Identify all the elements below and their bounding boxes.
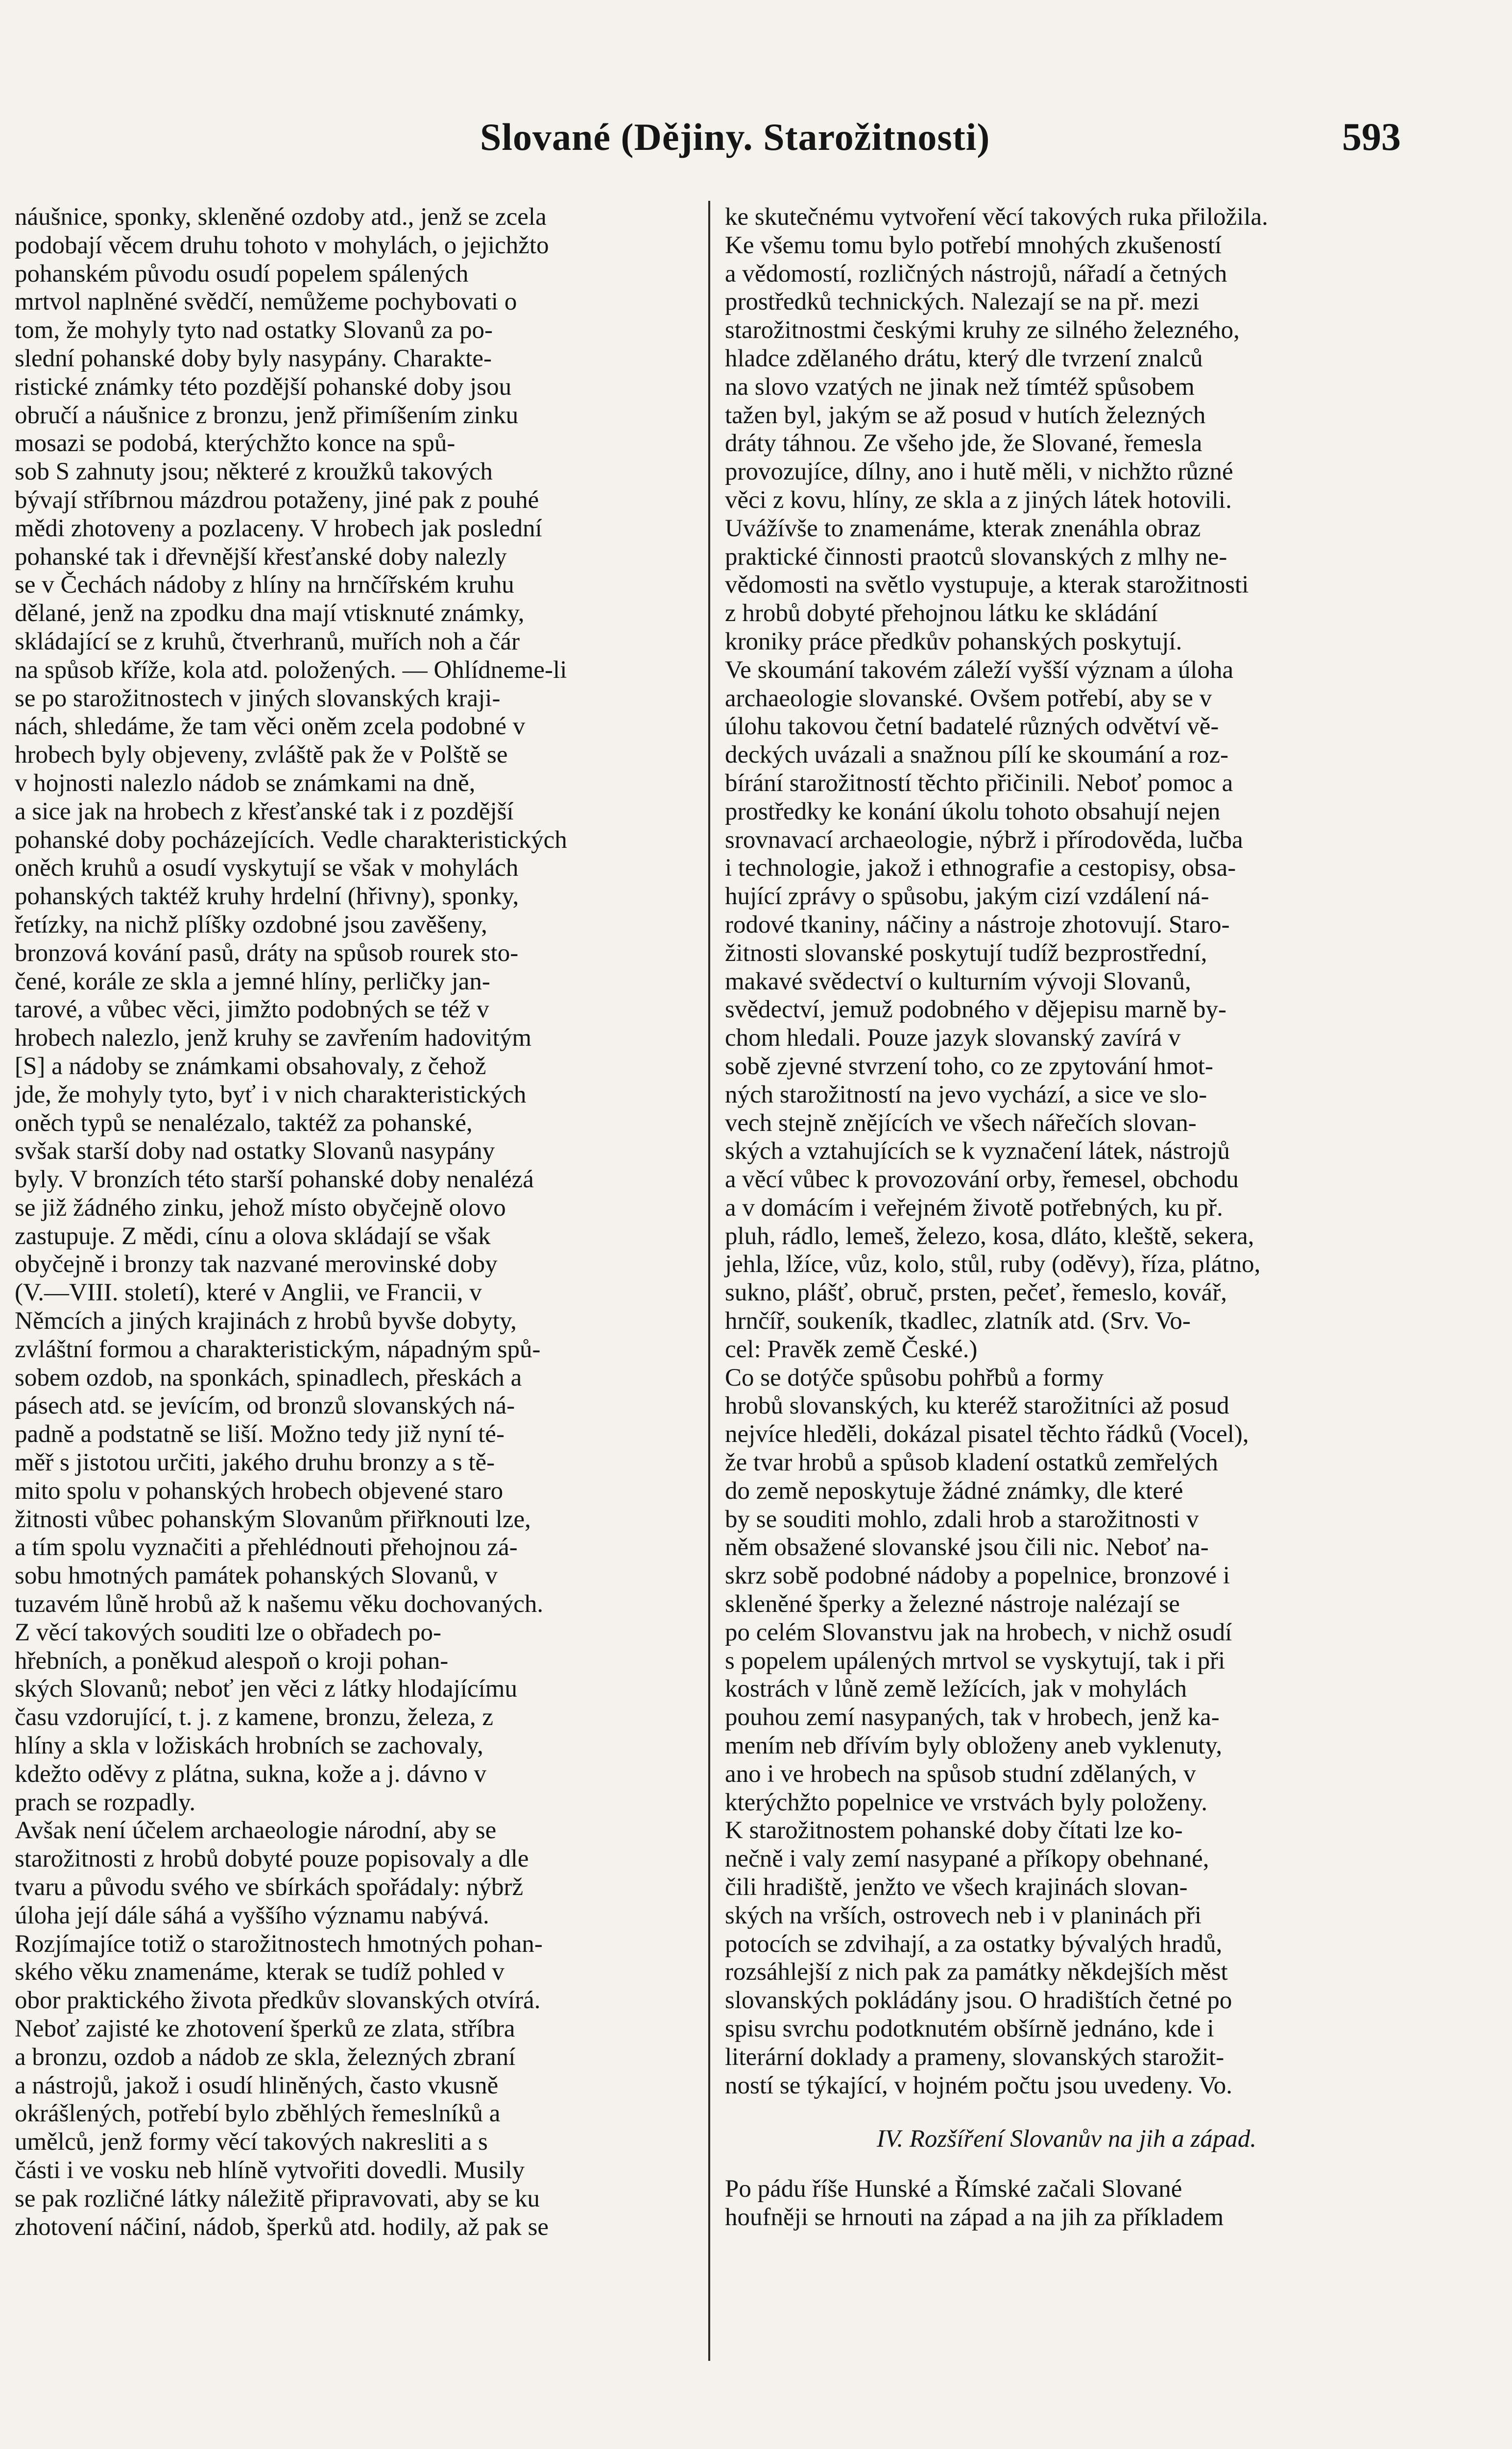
section-heading: IV. Rozšíření Slovanův na jih a západ. — [876, 2125, 1257, 2153]
page-header — [0, 115, 1512, 169]
right-paragraph-1: ke skutečnému vytvoření věcí takových ruka přiložila. Ke všemu tomu bylo potřebí mnohých zkušeností a vědomostí, rozličných nástrojů, nářadí a četných prostředků technických. Nalezají se na př. mezi starožitnostmi českými kruhy ze silného železného, hladce zdělaného drátu, který dle tvrzení znalců na slovo vzatých ne jinak než tímtéž spůsobem tažen byl, jakým se až posud v hutích železných dráty táhnou. Ze všeho jde, že Slované, řemesla provozujíce, dílny, ano i hutě měli, v nichžto různé věci z kovu, hlíny, ze skla a z jiných látek hotovili. — [725, 203, 1268, 514]
right-paragraph-2: Uvážívše to znamenáme, kterak znenáhla obraz praktické činnosti praotců slovanských z mlhy ne- vědomosti na světlo vystupuje, a kterak starožitnosti z hrobů dobyté přehojnou látku ke skládání kroniky práce předkův pohanských poskytují. Ve skoumání takovém záleží vyšší význam a úloha archaeologie slovanské. Ovšem potřebí, aby se v úlohu takovou četní badatelé různých odvětví vě- deckých uvázali a snažnou pílí ke skoumání a roz- bírání starožitností těchto přičinili. Neboť pomoc a prostředky ke konání úkolu tohoto obsahují nejen srovnavací archaeologie, nýbrž i přírodověda, lučba i technologie, jakož i ethnografie a cestopisy, obsa- hující zprávy o spůsobu, jakým cizí vzdálení ná- rodové tkaniny, náčiny a nástroje zhotovují. Staro- žitnosti slovanské poskytují tudíž bezprostřední, makavé svědectví o kulturním vývoji Slovanů, svědectví, jemuž podobného v dějepisu marně by- chom hledali. Pouze jazyk slovanský zavírá v sobě zjevné stvrzení toho, co ze zpytování hmot- ných starožitností na jevo vychází, a sice ve slo- vech stejně znějících ve všech nářečích slovan- ských a vztahujících se k vyznačení látek, nástrojů a věcí vůbec k provozování orby, řemesel, obchodu a v domácím i veřejném životě potřebných, ku př. pluh, rádlo, lemeš, železo, kosa, dláto, kleště, sekera, jehla, lžíce, vůz, kolo, stůl, ruby (oděvy), říza, plátno, sukno, plášť, obruč, prsten, pečeť, řemeslo, kovář, hrnčíř, soukeník, tkadlec, zlatník atd. (Srv. Vo- cel: Pravěk země České.) — [725, 514, 1261, 1363]
right-paragraph-3: Co se dotýče spůsobu pohřbů a formy hrobů slovanských, ku kteréž starožitníci až posud nejvíce hleděli, dokázal pisatel těchto řádků (Vocel), že tvar hrobů a spůsob kladení ostatků zemřelých do země neposkytuje žádné známky, dle které by se souditi mohlo, zdali hrob a starožitnosti v něm obsažené slovanské jsou čili nic. Neboť na- skrz sobě podobné nádoby a popelnice, bronzové i skleněné šperky a železné nástroje nalézají se po celém Slovanstvu jak na hrobech, v nichž osudí s popelem upálených mrtvol se vyskytují, tak i při kostrách v lůně země ležících, jak v mohylách pouhou zemí nasypaných, tak v hrobech, jenž ka- mením neb dřívím byly obloženy aneb vyklenuty, ano i ve hrobech na spůsob studní zdělaných, v kterýchžto popelnice ve vrstvách byly položeny. — [725, 1364, 1249, 1816]
running-title: Slované (Dějiny. Starožitnosti) — [480, 116, 990, 158]
column-divider — [708, 201, 710, 2361]
right-paragraph-4: K starožitnostem pohanské doby čítati lze ko- nečně i valy zemí nasypané a příkopy obehnané, čili hradiště, jenžto ve všech krajinách slovan- ských na vrších, ostrovech neb i v planinách při potocích se zdvihají, a za ostatky bývalých hradů, rozsáhlejší z nich pak za památky někdejších měst slovanských pokládány jsou. O hradištích četné po spisu svrchu podotknutém obšírně jednáno, kde i literární doklady a prameny, slovanských starožit- ností se týkající, v hojném počtu jsou uvedeny. Vo. — [725, 1817, 1232, 2099]
left-column — [15, 203, 696, 2241]
left-paragraph-1: náušnice, sponky, skleněné ozdoby atd., jenž se zcela podobají věcem druhu tohoto v mohylách, o jejichžto pohanském původu osudí popelem spálených mrtvol naplněné svědčí, nemůžeme pochybovati o tom, že mohyly tyto nad ostatky Slovanů za po- slední pohanské doby byly nasypány. Charakte- ristické známky této pozdější pohanské doby jsou obručí a náušnice z bronzu, jenž přimíšením zinku mosazi se podobá, kterýchžto konce na spů- sob S zahnuty jsou; některé z kroužků takových bývají stříbrnou mázdrou potaženy, jiné pak z pouhé mědi zhotoveny a pozlaceny. V hrobech jak poslední pohanské tak i dřevnější křesťanské doby nalezly se v Čechách nádoby z hlíny na hrnčířském kruhu dělané, jenž na zpodku dna mají vtisknuté známky, skládající se z kruhů, čtverhranů, muřích noh a čár na spůsob kříže, kola atd. položených. — Ohlídneme-li se po starožitnostech v jiných slovanských kraji- nách, shledáme, že tam věci oněm zcela podobné v hrobech byly objeveny, zvláště pak že v Polště se v hojnosti nalezlo nádob se známkami na dně, a sice jak na hrobech z křesťanské tak i z pozdější pohanské doby pocházejících. Vedle charakteristických oněch kruhů a osudí vyskytují se však v mohylách pohanských taktéž kruhy hrdelní (hřivny), sponky, řetízky, na nichž plíšky ozdobné jsou zavěšeny, bronzová kování pasů, dráty na spůsob rourek sto- čené, korále ze skla a jemné hlíny, perličky jan- tarové, a vůbec věci, jimžto podobných se též v hrobech nalezlo, jenž kruhy se zavřením hadovitým [S] a nádoby se známkami obsahovaly, z čehož jde, že mohyly tyto, byť i v nich charakteristických oněch typů se nenalézalo, taktéž za pohanské, svšak starší doby nad ostatky Slovanů nasypány byly. V bronzích této starší pohanské doby nenalézá se již žádného zinku, jehož místo obyčejně olovo zastupuje. Z mědi, cínu a olova skládají se však obyčejně i bronzy tak nazvané merovinské doby (V.—VIII. století), které v Anglii, ve Francii, v Němcích a jiných krajinách z hrobů byvše dobyty, zvláštní formou a charakteristickým, nápadným spů- sobem ozdob, na sponkách, spinadlech, přeskách a pásech atd. se jevícím, od bronzů slovanských ná- padně a podstatně se liší. Možno tedy již nyní té- měř s jistotou určiti, jakého druhu bronzy a s tě- mito spolu v pohanských hrobech objevené staro žitnosti vůbec pohanským Slovanům přiřknouti lze, a tím spolu vyznačiti a přehlédnouti přehojnou zá- sobu hmotných památek pohanských Slovanů, v tuzavém lůně hrobů až k našemu věku dochovaných. Z věcí takových souditi lze o obřadech po- hřebních, a poněkud alespoň o kroji pohan- ských Slovanů; neboť jen věci z látky hlodajícímu času vzdorující, t. j. z kamene, bronzu, železa, z hlíny a skla v ložiskách hrobních se zachovaly, kdežto oděvy z plátna, sukna, kože a j. dávno v prach se rozpadly. — [15, 203, 567, 1816]
page-number: 593 — [1342, 116, 1401, 159]
right-paragraph-5: Po pádu říše Hunské a Římské začali Slované houfněji se hrnouti na západ a na jih za příkladem — [725, 2175, 1224, 2231]
left-paragraph-2: Avšak není účelem archaeologie národní, aby se starožitnosti z hrobů dobyté pouze popisovaly a dle tvaru a původu svého ve sbírkách spořádaly: nýbrž úloha její dále sáhá a vyššího významu nabývá. Rozjímajíce totiž o starožitnostech hmotných pohan- ského věku znamenáme, kterak se tudíž pohled v obor praktického života předkův slovanských otvírá. Neboť zajisté ke zhotovení šperků ze zlata, stříbra a bronzu, ozdob a nádob ze skla, železných zbraní a nástrojů, jakož i osudí hliněných, často vkusně okrášlených, potřebí bylo zběhlých řemeslníků a umělců, jenž formy věcí takových nakresliti a s části i ve vosku neb hlíně vytvořiti dovedli. Musily se pak rozličné látky náležitě připravovati, aby se ku zhotovení náčiní, nádob, šperků atd. hodily, až pak se — [15, 1817, 549, 2241]
right-column — [725, 203, 1408, 2232]
